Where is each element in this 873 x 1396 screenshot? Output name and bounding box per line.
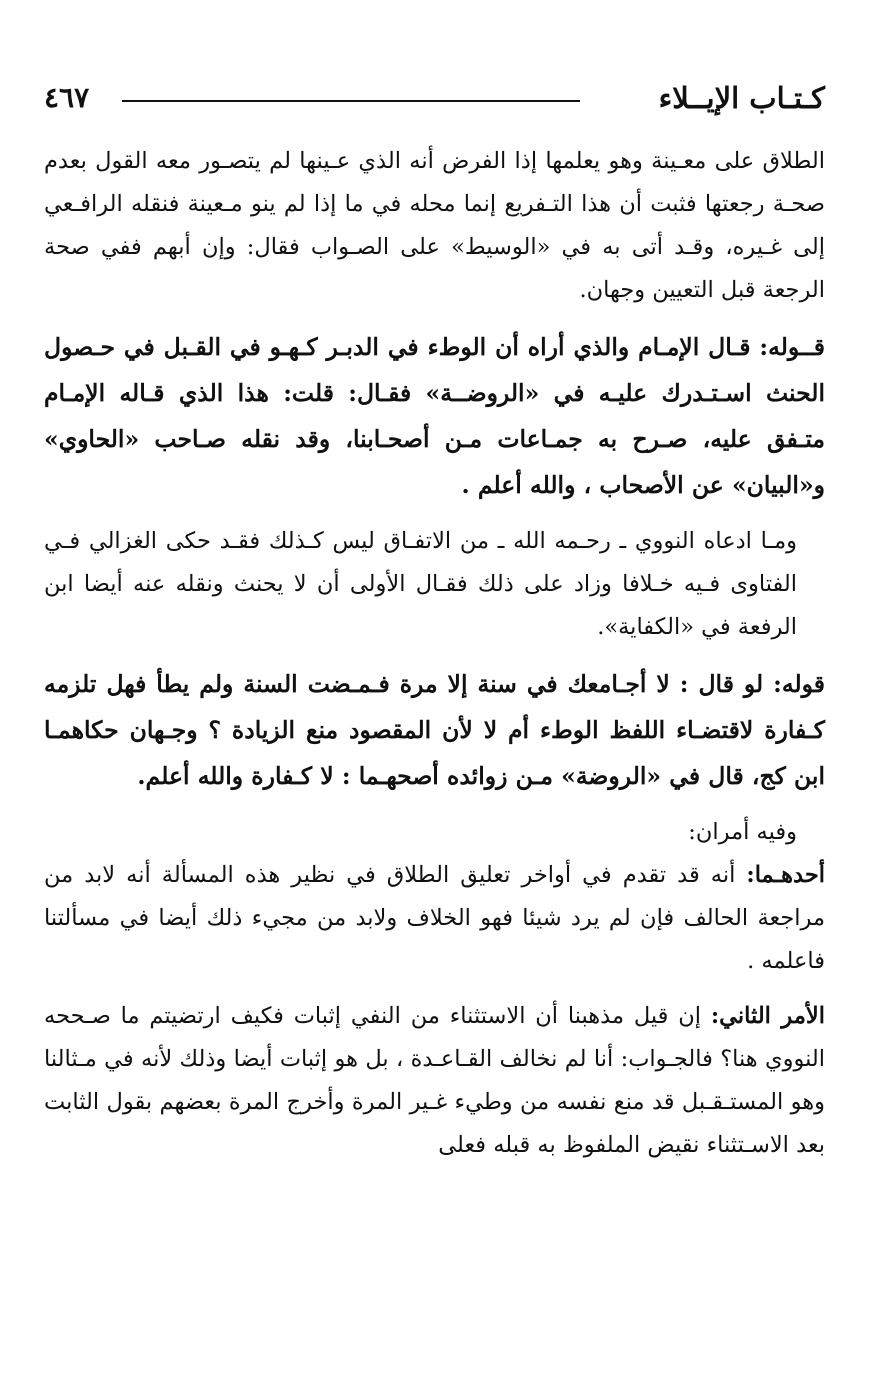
paragraph-4 <box>44 661 825 799</box>
paragraph-2 <box>44 324 825 508</box>
paragraph-4-text: قوله: لو قال : لا أجـامعك في سنة إلا مرة فـمـضت السنة ولم يطأ فهل تلزمه كـفارة لاقتضـاء اللفظ الوطء أم لا لأن المقصود منع الزيادة ؟ وجـهان حكاهمـا ابن كج، قال في «الروضة» مـن زوائده أصحهـما : لا كـفارة والله أعلم. <box>44 670 825 790</box>
page-header <box>44 70 825 120</box>
paragraph-2-text: قــوله: قـال الإمـام والذي أراه أن الوطء في الدبـر كـهـو في القـبل في حـصول الحنث اسـتـدرك عليـه في «الروضــة» فقـال: قلت: هذا الذي قـاله الإمـام متـفق عليه، صـرح به جمـاعات مـن أصحـابنا، وقد نقله صـاحب «الحاوي» و«البيان» عن الأصحاب ، والله أعلم . <box>44 333 825 499</box>
book-page <box>44 70 825 1167</box>
paragraph-7-lead: الأمر الثاني: <box>710 1003 825 1029</box>
paragraph-5 <box>44 811 825 854</box>
paragraph-6-text: أنه قد تقدم في أواخر تعليق الطلاق في نظير هذه المسألة أنه لابد من مراجعة الحالف فإن لم يرد شيئا فهو الخلاف ولابد من مجيء ذلك أيضا في مسألتنا فاعلمه . <box>44 862 825 974</box>
paragraph-6 <box>44 854 825 983</box>
paragraph-1-text: الطلاق على معـينة وهو يعلمها إذا الفرض أنه الذي عـينها لم يتصـور معه القول بعدم صحـة رجعتها فثبت أن هذا التـفريع إنما محله في ما إذا لم ينو مـعينة فنقله الرافـعي إلى غـيره، وقـد أتى به في «الوسيط» على الصـواب فقال: وإن أبهم ففي صحة الرجعة قبل التعيين وجهان. <box>44 148 825 303</box>
running-title: كـتـاب الإيــلاء <box>658 81 825 115</box>
paragraph-1 <box>44 140 825 312</box>
paragraph-5-text: وفيه أمران: <box>688 819 797 845</box>
paragraph-6-lead: أحدهـما: <box>746 862 825 888</box>
header-rule <box>122 100 580 102</box>
paragraph-3-text: ومـا ادعاه النووي ـ رحـمه الله ـ من الاتفـاق ليس كـذلك فقـد حكى الغزالي فـي الفتاوى فـيه خـلافا وزاد على ذلك فقـال الأولى أن لا يحنث ونقله عنه أيضا ابن الرفعة في «الكفاية». <box>44 528 797 640</box>
page-number: ٤٦٧ <box>44 81 90 114</box>
paragraph-3 <box>44 520 825 649</box>
paragraph-7 <box>44 995 825 1167</box>
paragraph-7-text: إن قيل مذهبنا أن الاستثناء من النفي إثبات فكيف ارتضيتم ما صـححه النووي هنا؟ فالجـواب: أنا لم نخالف القـاعـدة ، بل هو إثبات أيضا وذلك لأنه في مـثالنا وهو المستـقـبل قد منع نفسه من وطيء غـير المرة وأخرج المرة بعضهم بقول الثابت بعد الاسـتثناء نقيض الملفوظ به قبله فعلى <box>44 1003 825 1158</box>
page-body <box>44 140 825 1167</box>
